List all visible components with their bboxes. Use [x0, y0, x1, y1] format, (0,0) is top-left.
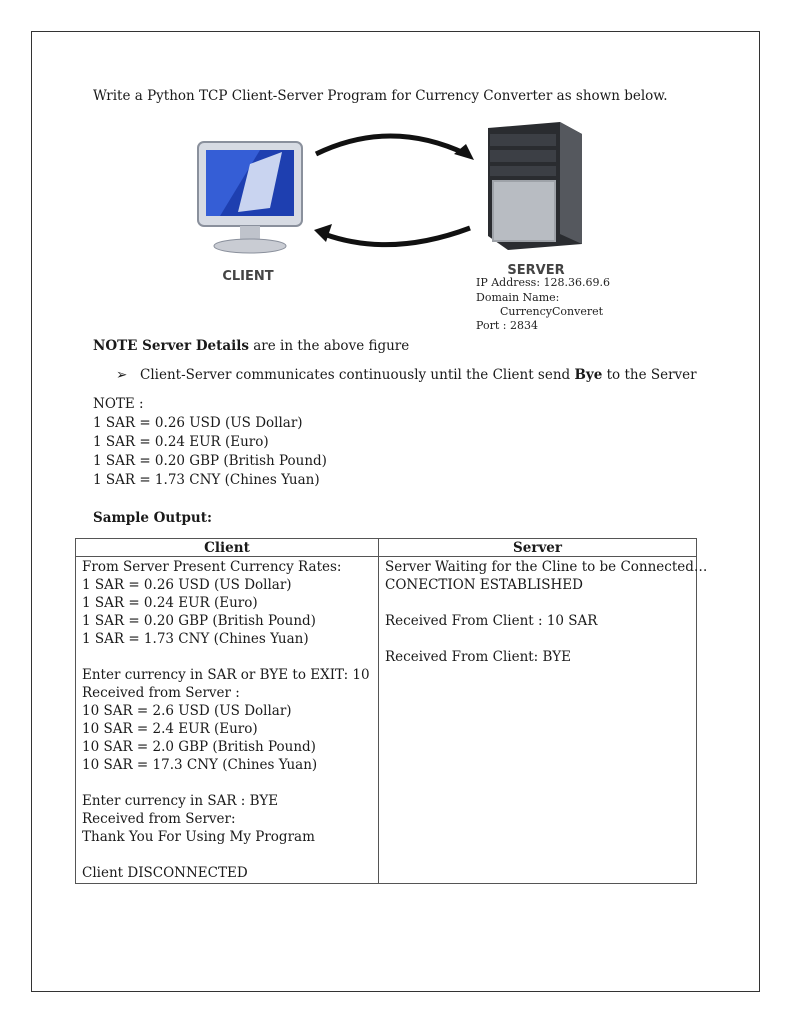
blank-line [82, 774, 372, 792]
response-arrow [324, 228, 470, 245]
client-monitor-icon [198, 142, 302, 253]
arrow-bullet-icon: ➢ [116, 367, 128, 383]
blank-line [385, 594, 690, 612]
blank-line [82, 846, 372, 864]
client-line: 1 SAR = 0.24 EUR (Euro) [82, 595, 258, 611]
note-label: NOTE : [93, 396, 144, 412]
bullet-text-before: Client-Server communicates continuously until the Client send [140, 367, 575, 383]
note-server-bold: NOTE Server Details [93, 338, 249, 354]
bullet-text-after: to the Server [602, 367, 697, 383]
server-port: Port : 2834 [476, 319, 538, 332]
client-line: 10 SAR = 2.4 EUR (Euro) [82, 721, 258, 737]
client-line: Received from Server : [82, 685, 240, 701]
bullet-text-bold: Bye [574, 367, 603, 383]
sample-output-title: Sample Output: [93, 510, 212, 526]
server-line: Server Waiting for the Cline to be Connected… [385, 559, 708, 575]
client-line: Enter currency in SAR : BYE [82, 793, 279, 809]
bullet-item [116, 367, 697, 383]
server-domain-name: CurrencyConveret [500, 305, 604, 318]
note-server-details [93, 338, 409, 354]
rate-line: 1 SAR = 0.20 GBP (British Pound) [93, 453, 327, 469]
rate-line: 1 SAR = 0.26 USD (US Dollar) [93, 415, 303, 431]
client-column [76, 557, 379, 884]
server-line: CONECTION ESTABLISHED [385, 577, 583, 593]
client-label: CLIENT [222, 269, 274, 284]
server-column [379, 557, 708, 884]
client-line: 1 SAR = 0.26 USD (US Dollar) [82, 577, 292, 593]
client-line: 1 SAR = 0.20 GBP (British Pound) [82, 613, 316, 629]
server-header: Server [379, 539, 697, 557]
blank-line [82, 648, 372, 666]
client-server-diagram [190, 108, 610, 336]
client-line: 10 SAR = 17.3 CNY (Chines Yuan) [82, 757, 318, 773]
client-line: 10 SAR = 2.0 GBP (British Pound) [82, 739, 316, 755]
client-line: 1 SAR = 1.73 CNY (Chines Yuan) [82, 631, 309, 647]
intro-text: Write a Python TCP Client-Server Program for Currency Converter as shown below. [93, 88, 668, 104]
client-line: Received from Server: [82, 811, 236, 827]
server-label: SERVER [507, 263, 565, 278]
server-domain-label: Domain Name: [476, 291, 560, 304]
server-line: Received From Client : 10 SAR [385, 613, 598, 629]
rate-line: 1 SAR = 1.73 CNY (Chines Yuan) [93, 472, 320, 488]
client-line: Thank You For Using My Program [82, 829, 315, 845]
client-line: Client DISCONNECTED [82, 865, 248, 881]
server-line: Received From Client: BYE [385, 649, 571, 665]
blank-line [385, 630, 690, 648]
client-header: Client [76, 539, 379, 557]
server-tower-icon [488, 122, 582, 250]
client-line: From Server Present Currency Rates: [82, 559, 342, 575]
sample-output-table [75, 538, 708, 884]
client-line: 10 SAR = 2.6 USD (US Dollar) [82, 703, 292, 719]
rates-list [93, 414, 327, 490]
request-arrow [316, 136, 466, 154]
rate-line: 1 SAR = 0.24 EUR (Euro) [93, 434, 269, 450]
server-ip: IP Address: 128.36.69.6 [476, 276, 610, 289]
note-server-rest: are in the above figure [248, 338, 410, 354]
client-line: Enter currency in SAR or BYE to EXIT: 10 [82, 667, 370, 683]
